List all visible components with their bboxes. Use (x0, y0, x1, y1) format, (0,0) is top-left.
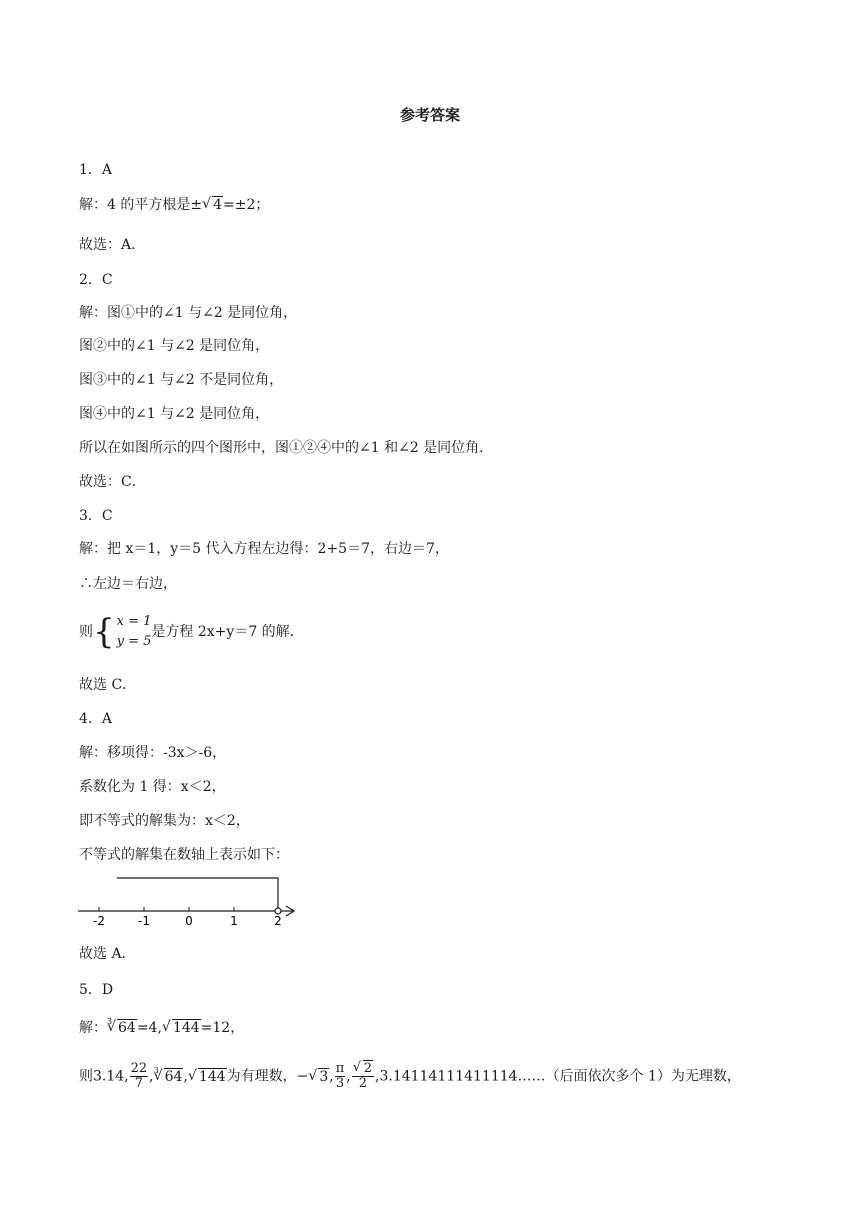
q3-line-1: 解：把 x＝1，y＝5 代入方程左边得：2+5＝7，右边＝7， (79, 541, 449, 557)
q4-answer: 4．A (79, 711, 113, 727)
q5-then: 则3.14, (79, 1068, 129, 1085)
radicand: 64 (118, 1020, 136, 1036)
q1-pm: ± (190, 197, 203, 213)
q1-solution-suffix: =±2； (223, 197, 270, 213)
q2-line-5: 所以在如图所示的四个图形中，图①②④中的∠1 和∠2 是同位角． (79, 440, 494, 456)
q2-choose: 故选：C． (79, 474, 146, 490)
fraction-pi-3 (335, 1062, 346, 1091)
q3-brace: { (93, 612, 115, 652)
tick-label: 2 (274, 914, 282, 928)
q2-answer: 2．C (79, 272, 113, 288)
q3-line-2: ∴左边＝右边， (79, 576, 177, 592)
page-title: 参考答案 (399, 106, 460, 124)
q1-sqrt (202, 195, 223, 215)
q2-line-2: 图②中的∠1 与∠2 是同位角， (79, 338, 270, 354)
fraction-22-7 (130, 1062, 149, 1091)
tick-label: 0 (185, 914, 193, 928)
q4-line-2: 系数化为 1 得：x＜2， (79, 779, 226, 795)
q2-line-4: 图④中的∠1 与∠2 是同位角， (79, 406, 270, 422)
q4-line-1: 解：移项得：-3x＞-6， (79, 745, 227, 761)
fraction-sqrt2-2 (352, 1062, 374, 1091)
numerator (352, 1062, 374, 1077)
q5-sqrt-144 (162, 1018, 201, 1038)
radicand: 2 (363, 1061, 373, 1076)
irrational-label: ,3.14114111411114……（后面依次多个 1）为无理数， (375, 1068, 741, 1085)
rational-label: 为有理数， (226, 1068, 297, 1085)
q4-line-3: 即不等式的解集为：x＜2， (79, 813, 250, 829)
q2-line-1: 解：图①中的∠1 与∠2 是同位角， (79, 305, 298, 321)
denominator: 3 (335, 1076, 345, 1091)
q3-eq-2: y = 5 (116, 634, 152, 649)
q3-eq-1: x = 1 (116, 614, 152, 629)
radicand: 3 (319, 1068, 329, 1085)
q3-choose: 故选 C． (79, 677, 137, 693)
comma: , (183, 1068, 188, 1085)
q5-answer: 5．D (79, 982, 114, 998)
cbrt-64 (154, 1067, 184, 1087)
q3-answer: 3．C (79, 508, 113, 524)
cbrt-index: √ 3 (107, 1017, 113, 1026)
q1-radicand: 4 (213, 197, 223, 213)
q1-choose: 故选：A． (79, 237, 146, 253)
q5-solution (79, 1018, 244, 1038)
denominator: 2 (358, 1076, 368, 1091)
q5-eq1-suffix: =4, (136, 1020, 162, 1036)
sqrt-3 (308, 1067, 329, 1087)
q5-solution-prefix: 解： (79, 1020, 107, 1036)
q5-classification (79, 1062, 741, 1091)
numerator: 22 (130, 1061, 148, 1076)
comma: , (329, 1068, 334, 1085)
q3-line-3 (79, 612, 304, 652)
number-line-diagram (75, 870, 305, 930)
cbrt-index: √ 3 (153, 1065, 159, 1075)
q5-cbrt-64 (107, 1018, 137, 1038)
solution-set-bracket (117, 878, 278, 908)
q3-line-3-suffix: 是方程 2x+y＝7 的解． (151, 624, 304, 640)
q4-choose: 故选 A． (79, 946, 136, 962)
q1-solution (79, 195, 269, 215)
q2-line-3: 图③中的∠1 与∠2 不是同位角， (79, 372, 284, 388)
q3-equation-system (93, 612, 151, 652)
comma: , (149, 1068, 154, 1085)
radicand: 144 (172, 1020, 200, 1036)
negative-sign: − (296, 1068, 309, 1085)
tick-label: -2 (93, 914, 105, 928)
sqrt-2 (353, 1062, 373, 1076)
q5-eq2-suffix: =12， (200, 1020, 245, 1036)
q4-line-4: 不等式的解集在数轴上表示如下： (79, 847, 289, 863)
tick-label: 1 (230, 914, 238, 928)
radicand: 144 (198, 1068, 226, 1085)
q3-then: 则 (79, 624, 93, 640)
denominator: 7 (134, 1076, 144, 1091)
q1-solution-prefix: 解：4 的平方根是 (79, 197, 191, 213)
comma: , (346, 1068, 351, 1085)
sqrt-144 (188, 1067, 227, 1087)
q1-answer: 1．A (79, 162, 113, 178)
tick-label: -1 (138, 914, 150, 928)
numerator: π (335, 1061, 345, 1076)
radicand: 64 (164, 1068, 183, 1085)
